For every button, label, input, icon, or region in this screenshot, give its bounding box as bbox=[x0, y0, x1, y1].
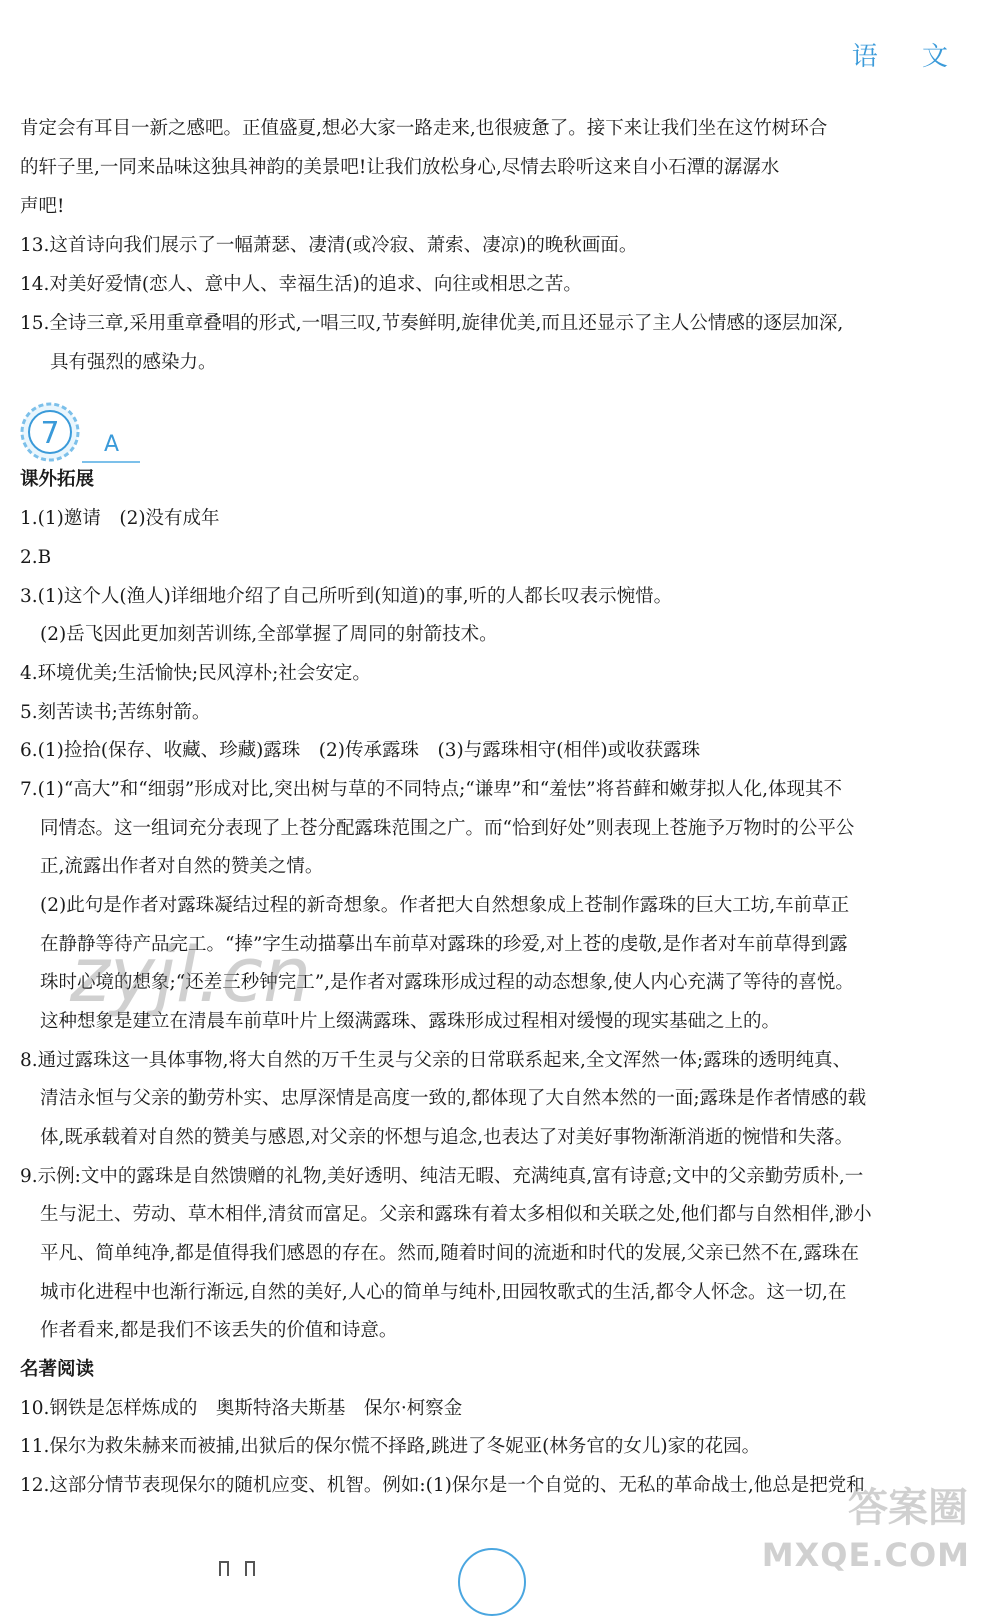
corner-watermark bbox=[761, 1460, 980, 1590]
corner-watermark-top: 答案圈 bbox=[848, 1485, 968, 1531]
text-line: 8.通过露珠这一具体事物,将大自然的万千生灵与父亲的日常联系起来,全文浑然一体;露珠的透明纯真、 bbox=[20, 1050, 852, 1071]
section-heading: 课外拓展 bbox=[20, 469, 95, 490]
text-line: 6.(1)捡拾(保存、收藏、珍藏)露珠 (2)传承露珠 (3)与露珠相守(相伴)或收获露珠 bbox=[20, 740, 701, 761]
text-line: 14.对美好爱情(恋人、意中人、幸福生活)的追求、向往或相思之苦。 bbox=[20, 274, 582, 295]
text-line: 7.(1)“高大”和“细弱”形成对比,突出树与草的不同特点;“谦卑”和“羞怯”将苔藓和嫩芽拟人化,体现其不 bbox=[20, 779, 843, 800]
text-line: 作者看来,都是我们不该丢失的价值和诗意。 bbox=[40, 1320, 398, 1341]
unit-letter: A bbox=[104, 432, 120, 457]
text-line: 10.钢铁是怎样炼成的 奥斯特洛夫斯基 保尔·柯察金 bbox=[20, 1398, 463, 1419]
section-heading: 名著阅读 bbox=[20, 1359, 95, 1380]
footer-decoration-icon bbox=[214, 1558, 274, 1578]
text-line: 9.示例:文中的露珠是自然馈赠的礼物,美好透明、纯洁无暇、充满纯真,富有诗意;文中的父亲勤劳质朴,一 bbox=[20, 1166, 864, 1187]
unit-badge bbox=[16, 400, 86, 464]
text-line: 4.环境优美;生活愉快;民风淳朴;社会安定。 bbox=[20, 663, 371, 684]
text-line: 同情态。这一组词充分表现了上苍分配露珠范围之广。而“恰到好处”则表现上苍施予万物时的公平公 bbox=[40, 818, 855, 839]
text-line: 的轩子里,一同来品味这独具神韵的美景吧!让我们放松身心,尽情去聆听这来自小石潭的潺潺水 bbox=[20, 157, 780, 178]
text-line: 生与泥土、劳动、草木相伴,清贫而富足。父亲和露珠有着太多相似和关联之处,他们都与自然相伴,渺小 bbox=[40, 1204, 872, 1225]
text-line: 平凡、简单纯净,都是值得我们感恩的存在。然而,随着时间的流逝和时代的发展,父亲已然不在,露珠在 bbox=[40, 1243, 860, 1264]
text-line: 在静静等待产品完工。“捧”字生动描摹出车前草对露珠的珍爱,对上苍的虔敬,是作者对车前草得到露 bbox=[40, 934, 848, 955]
unit-number: 7 bbox=[40, 416, 60, 451]
text-line: 肯定会有耳目一新之感吧。正值盛夏,想必大家一路走来,也很疲惫了。接下来让我们坐在这竹树环合 bbox=[20, 118, 828, 139]
text-line: 15.全诗三章,采用重章叠唱的形式,一唱三叹,节奏鲜明,旋律优美,而且还显示了主人公情感的逐层加深, bbox=[20, 313, 844, 334]
text-line: 13.这首诗向我们展示了一幅萧瑟、凄清(或冷寂、萧索、凄凉)的晚秋画面。 bbox=[20, 235, 638, 256]
text-line: 具有强烈的感染力。 bbox=[50, 352, 217, 373]
text-line: 体,既承载着对自然的赞美与感恩,对父亲的怀想与追念,也表达了对美好事物渐渐消逝的惋惜和失落。 bbox=[40, 1127, 854, 1148]
text-line: 正,流露出作者对自然的赞美之情。 bbox=[40, 856, 324, 877]
text-line: 1.(1)邀请 (2)没有成年 bbox=[20, 508, 220, 529]
unit-number-icon bbox=[16, 400, 86, 464]
subject-label: 语 文 bbox=[851, 42, 966, 72]
corner-watermark-bottom: MXQE.COM bbox=[761, 1536, 970, 1574]
text-line: 3.(1)这个人(渔人)详细地介绍了自己所听到(知道)的事,听的人都长叹表示惋惜。 bbox=[20, 586, 673, 607]
text-line: 清洁永恒与父亲的勤劳朴实、忠厚深情是高度一致的,都体现了大自然本然的一面;露珠是作者情感的载 bbox=[40, 1088, 867, 1109]
page-number-badge bbox=[458, 1548, 526, 1616]
text-line: 珠时心境的想象;“还差三秒钟完工”,是作者对露珠形成过程的动态想象,使人内心充满了等待的喜悦。 bbox=[40, 972, 854, 993]
text-line: 城市化进程中也渐行渐远,自然的美好,人心的简单与纯朴,田园牧歌式的生活,都令人怀念。这一切,在 bbox=[40, 1282, 847, 1303]
text-line: (2)岳飞因此更加刻苦训练,全部掌握了周同的射箭技术。 bbox=[40, 624, 498, 645]
text-line: 12.这部分情节表现保尔的随机应变、机智。例如:(1)保尔是一个自觉的、无私的革命战士,他总是把党和 bbox=[20, 1475, 865, 1496]
text-line: 声吧! bbox=[20, 196, 65, 217]
text-line: 2.B bbox=[20, 547, 52, 568]
text-line: (2)此句是作者对露珠凝结过程的新奇想象。作者把大自然想象成上苍制作露珠的巨大工坊,车前草正 bbox=[40, 895, 850, 916]
watermark-logo: zyjl.cn bbox=[70, 930, 312, 1019]
text-line: 5.刻苦读书;苦练射箭。 bbox=[20, 702, 211, 723]
text-line: 11.保尔为救朱赫来而被捕,出狱后的保尔慌不择路,跳进了冬妮亚(林务官的女儿)家的花园。 bbox=[20, 1436, 761, 1457]
text-line: 这种想象是建立在清晨车前草叶片上缀满露珠、露珠形成过程相对缓慢的现实基础之上的。 bbox=[40, 1011, 781, 1032]
unit-underline bbox=[82, 461, 140, 463]
